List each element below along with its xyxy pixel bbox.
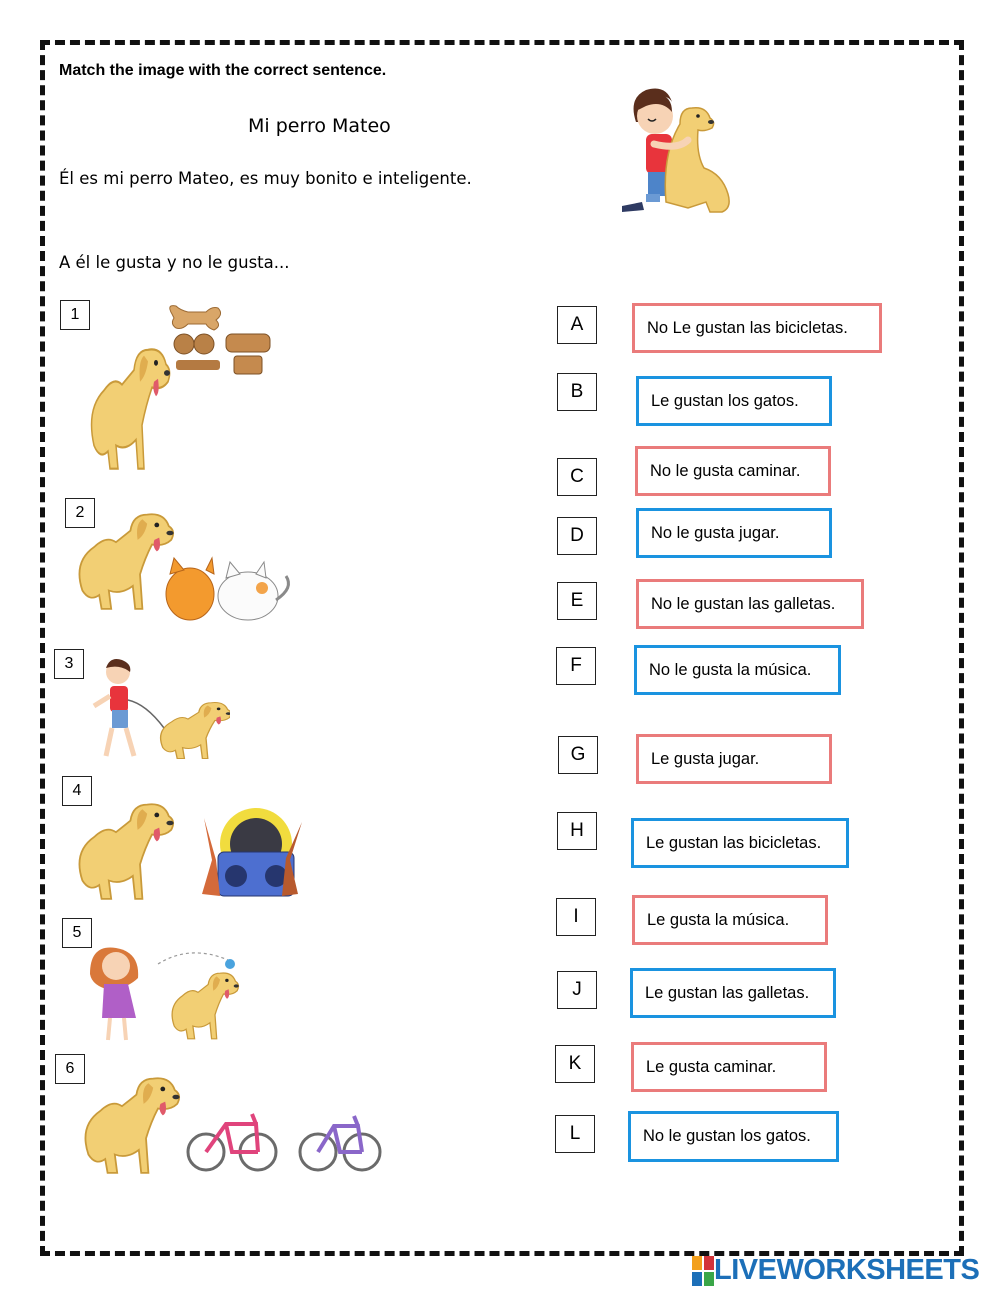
picture-number-5: 5 <box>62 918 92 948</box>
page-title: Mi perro Mateo <box>248 115 391 137</box>
picture-number-1: 1 <box>60 300 90 330</box>
option-letter-l: L <box>555 1115 595 1153</box>
option-sentence-f[interactable]: No le gusta la música. <box>634 645 841 695</box>
option-sentence-h[interactable]: Le gustan las bicicletas. <box>631 818 849 868</box>
option-letter-h: H <box>557 812 597 850</box>
picture-number-3: 3 <box>54 649 84 679</box>
likes-prompt: A él le gusta y no le gusta... <box>59 253 290 272</box>
option-sentence-k[interactable]: Le gusta caminar. <box>631 1042 827 1092</box>
option-letter-i: I <box>556 898 596 936</box>
picture-number-6: 6 <box>55 1054 85 1084</box>
option-letter-c: C <box>557 458 597 496</box>
dog-with-biscuits-icon <box>76 300 276 476</box>
option-letter-g: G <box>558 736 598 774</box>
intro-text: Él es mi perro Mateo, es muy bonito e inteligente. <box>59 169 472 188</box>
boy-walking-dog-icon <box>90 656 230 768</box>
instructions: Match the image with the correct sentence. <box>59 62 387 79</box>
option-sentence-a[interactable]: No Le gustan las bicicletas. <box>632 303 882 353</box>
option-sentence-b[interactable]: Le gustan los gatos. <box>636 376 832 426</box>
liveworksheets-logo <box>692 1254 979 1287</box>
option-sentence-d[interactable]: No le gusta jugar. <box>636 508 832 558</box>
liveworksheets-logo-icon <box>692 1256 714 1286</box>
option-letter-k: K <box>555 1045 595 1083</box>
boy-hugging-dog-icon <box>618 84 740 218</box>
option-letter-a: A <box>557 306 597 344</box>
option-letter-j: J <box>557 971 597 1009</box>
option-sentence-e[interactable]: No le gustan las galletas. <box>636 579 864 629</box>
option-sentence-j[interactable]: Le gustan las galletas. <box>630 968 836 1018</box>
option-letter-e: E <box>557 582 597 620</box>
option-letter-b: B <box>557 373 597 411</box>
dog-with-music-icon <box>66 800 306 904</box>
dog-with-bicycles-icon <box>72 1074 384 1178</box>
option-sentence-l[interactable]: No le gustan los gatos. <box>628 1111 839 1162</box>
option-sentence-i[interactable]: Le gusta la música. <box>632 895 828 945</box>
option-sentence-g[interactable]: Le gusta jugar. <box>636 734 832 784</box>
dog-with-cats-icon <box>66 508 298 628</box>
girl-playing-with-dog-icon <box>80 944 244 1044</box>
option-letter-f: F <box>556 647 596 685</box>
picture-number-4: 4 <box>62 776 92 806</box>
option-letter-d: D <box>557 517 597 555</box>
option-sentence-c[interactable]: No le gusta caminar. <box>635 446 831 496</box>
brand-name: LIVEWORKSHEETS <box>714 1254 980 1286</box>
picture-number-2: 2 <box>65 498 95 528</box>
